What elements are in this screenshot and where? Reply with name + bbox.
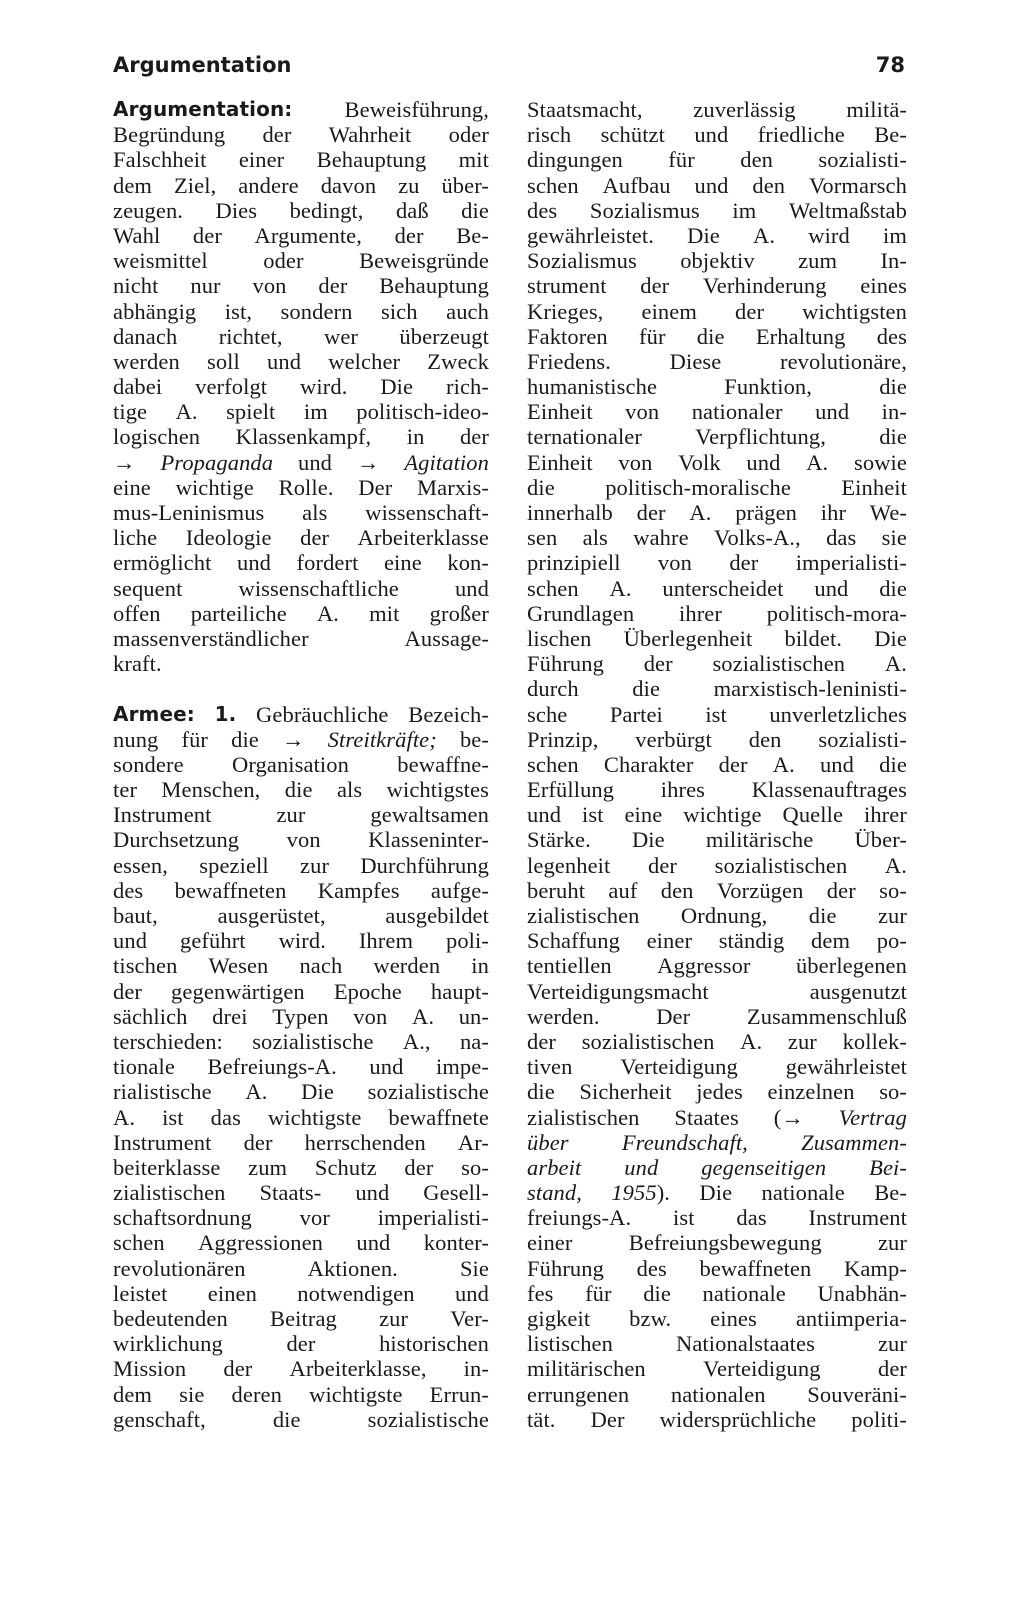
text-line: Durchsetzung von Klasseninter- xyxy=(113,827,489,853)
text-line: ter Menschen, die als wichtigstes xyxy=(113,777,489,803)
text-line: zialistischen Staates (→ Vertrag xyxy=(527,1104,907,1130)
text-line: einer Befreiungsbewegung zur xyxy=(527,1230,907,1256)
text-line: sondere Organisation bewaffne- xyxy=(113,751,489,777)
text-line: fes für die nationale Unabhän- xyxy=(527,1280,907,1306)
text-line: leistet einen notwendigen und xyxy=(113,1280,489,1306)
text-line: des Sozialismus im Weltmaßstab xyxy=(527,197,907,223)
text-line: dem sie deren wichtigste Errun- xyxy=(113,1381,489,1407)
text-line: sequent wissenschaftliche und xyxy=(113,575,489,601)
text-line: → Propaganda und → Agitation xyxy=(113,449,489,475)
left-text-column xyxy=(113,97,489,1432)
text-line: massenverständlicher Aussage- xyxy=(113,625,489,651)
text-line: liche Ideologie der Arbeiterklasse xyxy=(113,525,489,551)
text-line: mus-Leninismus als wissenschaft- xyxy=(113,500,489,525)
text-line: dem Ziel, andere davon zu über- xyxy=(113,172,489,198)
running-head-word: Argumentation xyxy=(113,53,292,77)
text-line: schen Aggressionen und konter- xyxy=(113,1230,489,1256)
text-line: gigkeit bzw. eines antiimperia- xyxy=(527,1306,907,1331)
text-line: tischen Wesen nach werden in xyxy=(113,953,489,979)
text-line: Sozialismus objektiv zum In- xyxy=(527,248,907,274)
text-line: Mission der Arbeiterklasse, in- xyxy=(113,1356,489,1382)
text-line: rialistische A. Die sozialistische xyxy=(113,1079,489,1105)
text-line: Stärke. Die militärische Über- xyxy=(527,827,907,853)
text-line: Einheit von nationaler und in- xyxy=(527,399,907,425)
text-line: ternationaler Verpflichtung, die xyxy=(527,424,907,450)
text-line: ermöglicht und fordert eine kon- xyxy=(113,550,489,576)
text-line: Instrument der herrschenden Ar- xyxy=(113,1129,489,1155)
text-line: Erfüllung ihres Klassenauftrages xyxy=(527,777,907,803)
text-line: schen Charakter der A. und die xyxy=(527,751,907,777)
text-line: legenheit der sozialistischen A. xyxy=(527,852,907,878)
text-line: Friedens. Diese revolutionäre, xyxy=(527,348,907,374)
text-line: Krieges, einem der wichtigsten xyxy=(527,298,907,324)
text-line: durch die marxistisch-leninisti- xyxy=(527,676,907,702)
text-line: beruht auf den Vorzügen der so- xyxy=(527,877,907,903)
text-line: Führung des bewaffneten Kamp- xyxy=(527,1255,907,1281)
text-line: schaftsordnung vor imperialisti- xyxy=(113,1205,489,1231)
text-line: logischen Klassenkampf, in der xyxy=(113,424,489,450)
text-line: tät. Der widersprüchliche politi- xyxy=(527,1406,907,1432)
text-line: schen A. unterscheidet und die xyxy=(527,575,907,601)
text-line: wirklichung der historischen xyxy=(113,1331,489,1357)
text-line: A. ist das wichtigste bewaffnete xyxy=(113,1104,489,1130)
text-line: baut, ausgerüstet, ausgebildet xyxy=(113,903,489,928)
text-line: militärischen Verteidigung der xyxy=(527,1356,907,1382)
text-line: die Sicherheit jedes einzelnen so- xyxy=(527,1079,907,1105)
text-line: listischen Nationalstaates zur xyxy=(527,1331,907,1357)
text-line: genschaft, die sozialistische xyxy=(113,1406,489,1432)
text-line: der gegenwärtigen Epoche haupt- xyxy=(113,978,489,1004)
text-line: kraft. xyxy=(113,651,162,677)
text-line: humanistische Funktion, die xyxy=(527,374,907,400)
text-line: risch schützt und friedliche Be- xyxy=(527,122,907,148)
text-line: danach richtet, wer überzeugt xyxy=(113,323,489,349)
text-line: Armee: 1. Gebräuchliche Bezeich- xyxy=(113,701,489,727)
text-line: Prinzip, verbürgt den sozialisti- xyxy=(527,726,907,752)
text-line: innerhalb der A. prägen ihr We- xyxy=(527,500,907,525)
text-line: terschieden: sozialistische A., na- xyxy=(113,1028,489,1054)
text-line: Staatsmacht, zuverlässig militä- xyxy=(527,97,907,122)
text-line: nung für die → Streitkräfte; be- xyxy=(113,726,489,752)
running-head xyxy=(113,47,905,83)
text-line: sen als wahre Volks-A., das sie xyxy=(527,525,907,551)
text-line: dingungen für den sozialisti- xyxy=(527,147,907,173)
text-line: Schaffung einer ständig dem po- xyxy=(527,928,907,954)
text-line: werden soll und welcher Zweck xyxy=(113,348,489,374)
text-line: prinzipiell von der imperialisti- xyxy=(527,550,907,576)
text-line: werden. Der Zusammenschluß xyxy=(527,1003,907,1029)
text-line: errungenen nationalen Souveräni- xyxy=(527,1381,907,1407)
text-line: zialistischen Ordnung, die zur xyxy=(527,903,907,928)
text-line: Begründung der Wahrheit oder xyxy=(113,122,489,148)
text-line: lischen Überlegenheit bildet. Die xyxy=(527,625,907,651)
text-line: dabei verfolgt wird. Die rich- xyxy=(113,374,489,400)
text-line: tiven Verteidigung gewährleistet xyxy=(527,1054,907,1080)
right-text-column xyxy=(527,97,907,1432)
text-line: Wahl der Argumente, der Be- xyxy=(113,222,489,248)
text-line: Argumentation: Beweisführung, xyxy=(113,97,489,122)
text-line: über Freundschaft, Zusammen- xyxy=(527,1129,907,1155)
text-line: weismittel oder Beweisgründe xyxy=(113,248,489,274)
text-line: und ist eine wichtige Quelle ihrer xyxy=(527,802,907,828)
text-line: arbeit und gegenseitigen Bei- xyxy=(527,1154,907,1180)
text-line: Instrument zur gewaltsamen xyxy=(113,802,489,828)
text-line: gewährleistet. Die A. wird im xyxy=(527,222,907,248)
text-line: essen, speziell zur Durchführung xyxy=(113,852,489,878)
text-line: freiungs-A. ist das Instrument xyxy=(527,1205,907,1231)
text-line: eine wichtige Rolle. Der Marxis- xyxy=(113,474,489,500)
text-line: Verteidigungsmacht ausgenutzt xyxy=(527,978,907,1004)
text-line: tige A. spielt im politisch-ideo- xyxy=(113,399,489,425)
text-line: strument der Verhinderung eines xyxy=(527,273,907,299)
text-line: sche Partei ist unverletzliches xyxy=(527,701,907,727)
text-line: tentiellen Aggressor überlegenen xyxy=(527,953,907,979)
text-line: offen parteiliche A. mit großer xyxy=(113,600,489,626)
text-line: die politisch-moralische Einheit xyxy=(527,474,907,500)
text-line: nicht nur von der Behauptung xyxy=(113,273,489,299)
text-line: Führung der sozialistischen A. xyxy=(527,651,907,677)
text-line: zialistischen Staats- und Gesell- xyxy=(113,1180,489,1206)
text-line: des bewaffneten Kampfes aufge- xyxy=(113,877,489,903)
text-line: Einheit von Volk und A. sowie xyxy=(527,449,907,475)
paragraph-gap xyxy=(113,676,489,701)
text-line: Faktoren für die Erhaltung des xyxy=(527,323,907,349)
text-line: revolutionären Aktionen. Sie xyxy=(113,1255,489,1281)
text-line: Falschheit einer Behauptung mit xyxy=(113,147,489,173)
text-line: bedeutenden Beitrag zur Ver- xyxy=(113,1306,489,1331)
text-line: der sozialistischen A. zur kollek- xyxy=(527,1028,907,1054)
text-line: abhängig ist, sondern sich auch xyxy=(113,298,489,324)
text-line: tionale Befreiungs-A. und impe- xyxy=(113,1054,489,1080)
text-line: stand, 1955). Die nationale Be- xyxy=(527,1180,907,1206)
text-line: schen Aufbau und den Vormarsch xyxy=(527,172,907,198)
text-line: sächlich drei Typen von A. un- xyxy=(113,1003,489,1029)
text-line: zeugen. Dies bedingt, daß die xyxy=(113,197,489,223)
text-line: beiterklasse zum Schutz der so- xyxy=(113,1154,489,1180)
text-line: und geführt wird. Ihrem poli- xyxy=(113,928,489,954)
text-line: Grundlagen ihrer politisch-mora- xyxy=(527,600,907,626)
page-number: 78 xyxy=(875,53,905,77)
